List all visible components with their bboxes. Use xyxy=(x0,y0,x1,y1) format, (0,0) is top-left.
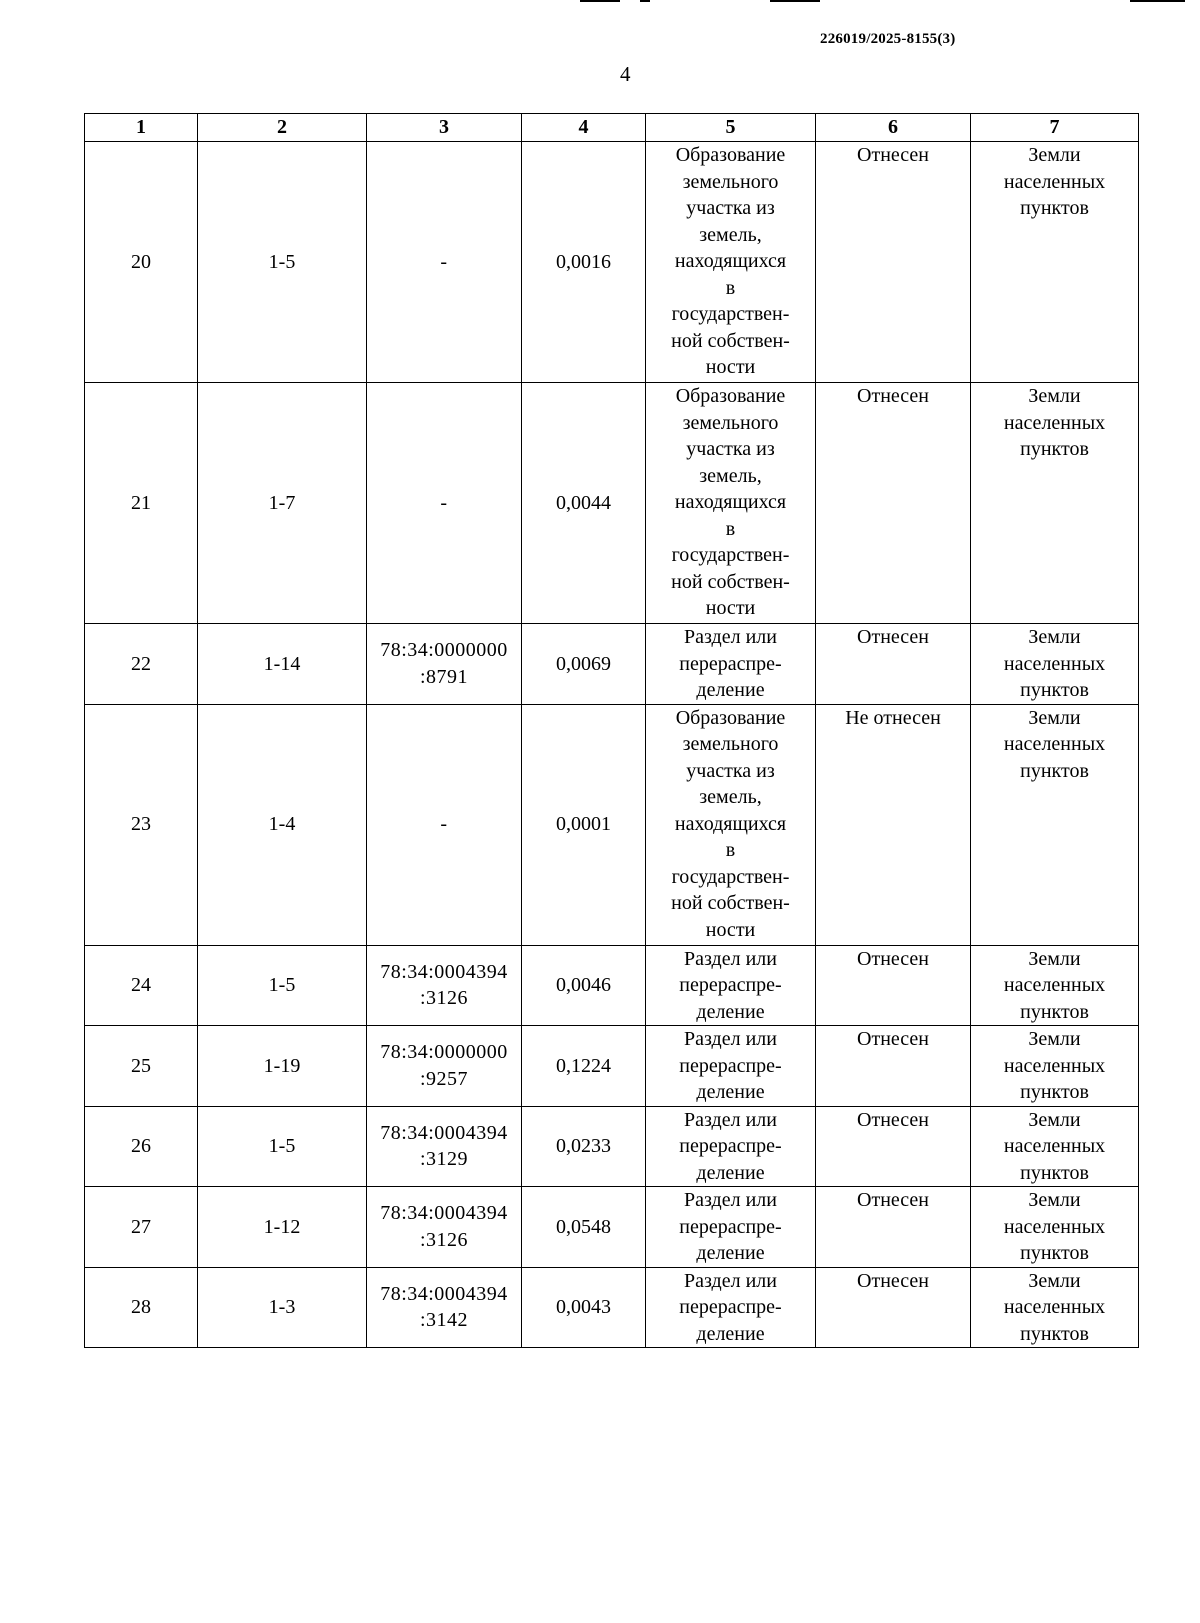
point-range: 1-19 xyxy=(198,1026,367,1107)
cadastral-number: - xyxy=(367,383,522,624)
area-value: 0,0548 xyxy=(522,1187,646,1268)
registration-number: 226019/2025-8155(3) xyxy=(820,31,956,47)
land-category: Земли населенных пунктов xyxy=(971,1106,1139,1187)
area-value: 0,0001 xyxy=(522,704,646,945)
row-number: 28 xyxy=(85,1267,198,1348)
table-row xyxy=(85,624,1139,705)
table-row xyxy=(85,1187,1139,1268)
formation-method: Раздел или перераспре- деление xyxy=(646,1267,816,1348)
land-plots-table xyxy=(84,113,1139,1348)
row-number: 23 xyxy=(85,704,198,945)
formation-method: Раздел или перераспре- деление xyxy=(646,945,816,1026)
page-number: 4 xyxy=(620,62,631,86)
cadastral-number: 78:34:0004394 :3142 xyxy=(367,1267,522,1348)
land-category: Земли населенных пунктов xyxy=(971,383,1139,624)
category-status: Отнесен xyxy=(816,1267,971,1348)
row-number: 25 xyxy=(85,1026,198,1107)
category-status: Отнесен xyxy=(816,945,971,1026)
row-number: 26 xyxy=(85,1106,198,1187)
formation-method: Раздел или перераспре- деление xyxy=(646,1106,816,1187)
cadastral-number: - xyxy=(367,142,522,383)
category-status: Отнесен xyxy=(816,624,971,705)
category-status: Отнесен xyxy=(816,1026,971,1107)
land-category: Земли населенных пунктов xyxy=(971,624,1139,705)
point-range: 1-14 xyxy=(198,624,367,705)
category-status: Отнесен xyxy=(816,1106,971,1187)
point-range: 1-7 xyxy=(198,383,367,624)
land-category: Земли населенных пунктов xyxy=(971,1187,1139,1268)
area-value: 0,0069 xyxy=(522,624,646,705)
area-value: 0,0233 xyxy=(522,1106,646,1187)
category-status: Отнесен xyxy=(816,142,971,383)
table-row xyxy=(85,142,1139,383)
land-category: Земли населенных пунктов xyxy=(971,704,1139,945)
land-category: Земли населенных пунктов xyxy=(971,142,1139,383)
point-range: 1-3 xyxy=(198,1267,367,1348)
row-number: 20 xyxy=(85,142,198,383)
table-header-row xyxy=(85,114,1139,142)
formation-method: Образование земельного участка из земель, находящихся в государствен- ной собствен- ности xyxy=(646,704,816,945)
point-range: 1-5 xyxy=(198,1106,367,1187)
column-header: 2 xyxy=(198,114,367,142)
scan-edge-marks xyxy=(0,0,1200,8)
point-range: 1-5 xyxy=(198,945,367,1026)
point-range: 1-5 xyxy=(198,142,367,383)
area-value: 0,0016 xyxy=(522,142,646,383)
formation-method: Раздел или перераспре- деление xyxy=(646,1026,816,1107)
table-row xyxy=(85,1026,1139,1107)
formation-method: Раздел или перераспре- деление xyxy=(646,624,816,705)
table-row xyxy=(85,704,1139,945)
point-range: 1-4 xyxy=(198,704,367,945)
column-header: 7 xyxy=(971,114,1139,142)
row-number: 22 xyxy=(85,624,198,705)
category-status: Не отнесен xyxy=(816,704,971,945)
cadastral-number: 78:34:0000000 :9257 xyxy=(367,1026,522,1107)
land-category: Земли населенных пунктов xyxy=(971,945,1139,1026)
cadastral-number: 78:34:0004394 :3126 xyxy=(367,1187,522,1268)
area-value: 0,0043 xyxy=(522,1267,646,1348)
land-category: Земли населенных пунктов xyxy=(971,1026,1139,1107)
table-row xyxy=(85,383,1139,624)
column-header: 5 xyxy=(646,114,816,142)
column-header: 1 xyxy=(85,114,198,142)
row-number: 21 xyxy=(85,383,198,624)
table-row xyxy=(85,1106,1139,1187)
category-status: Отнесен xyxy=(816,383,971,624)
cadastral-number: 78:34:0004394 :3129 xyxy=(367,1106,522,1187)
formation-method: Образование земельного участка из земель, находящихся в государствен- ной собствен- ности xyxy=(646,383,816,624)
cadastral-number: 78:34:0000000 :8791 xyxy=(367,624,522,705)
cadastral-number: 78:34:0004394 :3126 xyxy=(367,945,522,1026)
column-header: 6 xyxy=(816,114,971,142)
area-value: 0,0046 xyxy=(522,945,646,1026)
column-header: 3 xyxy=(367,114,522,142)
category-status: Отнесен xyxy=(816,1187,971,1268)
cadastral-number: - xyxy=(367,704,522,945)
area-value: 0,0044 xyxy=(522,383,646,624)
point-range: 1-12 xyxy=(198,1187,367,1268)
row-number: 27 xyxy=(85,1187,198,1268)
land-category: Земли населенных пунктов xyxy=(971,1267,1139,1348)
row-number: 24 xyxy=(85,945,198,1026)
area-value: 0,1224 xyxy=(522,1026,646,1107)
formation-method: Образование земельного участка из земель, находящихся в государствен- ной собствен- ности xyxy=(646,142,816,383)
table-row xyxy=(85,1267,1139,1348)
table-row xyxy=(85,945,1139,1026)
column-header: 4 xyxy=(522,114,646,142)
formation-method: Раздел или перераспре- деление xyxy=(646,1187,816,1268)
